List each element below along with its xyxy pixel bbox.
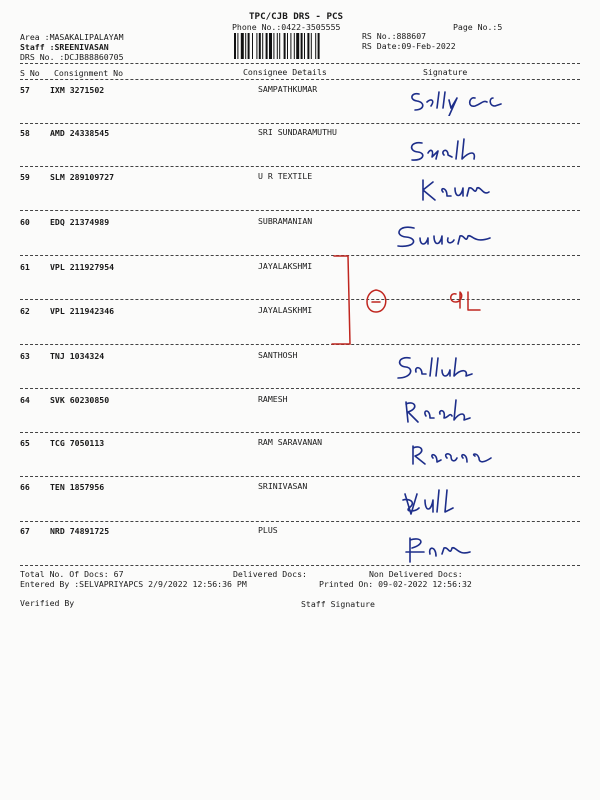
drs-number: DRS No. :DCJB88860705 — [20, 52, 124, 62]
row-consignee: RAMESH — [258, 394, 288, 404]
row-sno: 63 — [20, 351, 30, 361]
non-delivered-docs: Non Delivered Docs: — [369, 569, 463, 579]
row-divider — [20, 476, 580, 477]
row-consignment: TNJ 1034324 — [50, 351, 105, 361]
row-divider — [20, 123, 580, 124]
red-bracket-annotation — [330, 252, 360, 348]
handwritten-signature — [405, 86, 525, 116]
rs-number: RS No.:888607 — [362, 31, 427, 41]
row-divider — [20, 344, 580, 345]
row-sno: 60 — [20, 217, 30, 227]
handwritten-signature — [405, 438, 505, 468]
row-consignee: SRINIVASAN — [258, 481, 308, 491]
row-consignee: RAM SARAVANAN — [258, 437, 323, 447]
row-consignment: SVK 60230850 — [50, 395, 110, 405]
row-consignment: VPL 211927954 — [50, 262, 115, 272]
sheet-title: TPC/CJB DRS - PCS — [249, 11, 344, 22]
row-sno: 65 — [20, 438, 30, 448]
row-sno: 58 — [20, 128, 30, 138]
handwritten-signature — [400, 394, 500, 428]
column-header-consignee: Consignee Details — [243, 67, 327, 77]
row-sno: 62 — [20, 306, 30, 316]
handwritten-signature — [415, 174, 505, 204]
row-divider — [20, 432, 580, 433]
staff-signature-label: Staff Signature — [301, 599, 375, 609]
staff-label: Staff :SREENIVASAN — [20, 42, 109, 52]
barcode-image — [233, 33, 355, 59]
red-pen-annotation — [360, 284, 520, 318]
page-number: Page No.:5 — [453, 22, 503, 32]
row-divider — [20, 255, 580, 256]
divider — [20, 63, 580, 64]
handwritten-signature — [395, 486, 495, 520]
entered-by: Entered By :SELVAPRIYAPCS 2/9/2022 12:56:36 PM — [20, 579, 247, 589]
column-header-signature: Signature — [423, 67, 468, 77]
row-divider — [20, 166, 580, 167]
row-consignee: SANTHOSH — [258, 350, 298, 360]
row-sno: 67 — [20, 526, 30, 536]
verified-by: Verified By — [20, 598, 75, 608]
area-label: Area :MASAKALIPALAYAM — [20, 32, 124, 42]
row-sno: 61 — [20, 262, 30, 272]
row-divider — [20, 388, 580, 389]
row-consignee: JAYALASKHMI — [258, 305, 313, 315]
delivered-docs: Delivered Docs: — [233, 569, 307, 579]
rs-date: RS Date:09-Feb-2022 — [362, 41, 456, 51]
phone-number: Phone No.:0422-3505555 — [232, 22, 341, 32]
row-divider — [20, 210, 580, 211]
row-consignee: JAYALAKSHMI — [258, 261, 313, 271]
row-consignment: NRD 74891725 — [50, 526, 110, 536]
handwritten-signature — [400, 135, 510, 165]
row-consignment: IXM 3271502 — [50, 85, 105, 95]
column-header-consignment: Consignment No — [54, 68, 124, 78]
row-sno: 59 — [20, 172, 30, 182]
row-consignment: EDQ 21374989 — [50, 217, 110, 227]
row-consignee: SUBRAMANIAN — [258, 216, 313, 226]
row-consignee: SRI SUNDARAMUTHU — [258, 127, 337, 137]
handwritten-signature — [400, 532, 510, 566]
row-consignment: AMD 24338545 — [50, 128, 110, 138]
row-consignee: PLUS — [258, 525, 278, 535]
row-consignment: TCG 7050113 — [50, 438, 105, 448]
printed-on: Printed On: 09-02-2022 12:56:32 — [319, 579, 472, 589]
row-sno: 57 — [20, 85, 30, 95]
row-consignment: TEN 1857956 — [50, 482, 105, 492]
row-consignee: U R TEXTILE — [258, 171, 313, 181]
row-divider — [20, 521, 580, 522]
row-consignment: VPL 211942346 — [50, 306, 115, 316]
row-consignee: SAMPATHKUMAR — [258, 84, 318, 94]
handwritten-signature — [390, 220, 500, 252]
total-docs: Total No. Of Docs: 67 — [20, 569, 124, 579]
column-header-sno: S No — [20, 68, 40, 78]
row-sno: 66 — [20, 482, 30, 492]
row-sno: 64 — [20, 395, 30, 405]
row-consignment: SLM 289109727 — [50, 172, 115, 182]
handwritten-signature — [390, 352, 490, 382]
divider — [20, 79, 580, 80]
